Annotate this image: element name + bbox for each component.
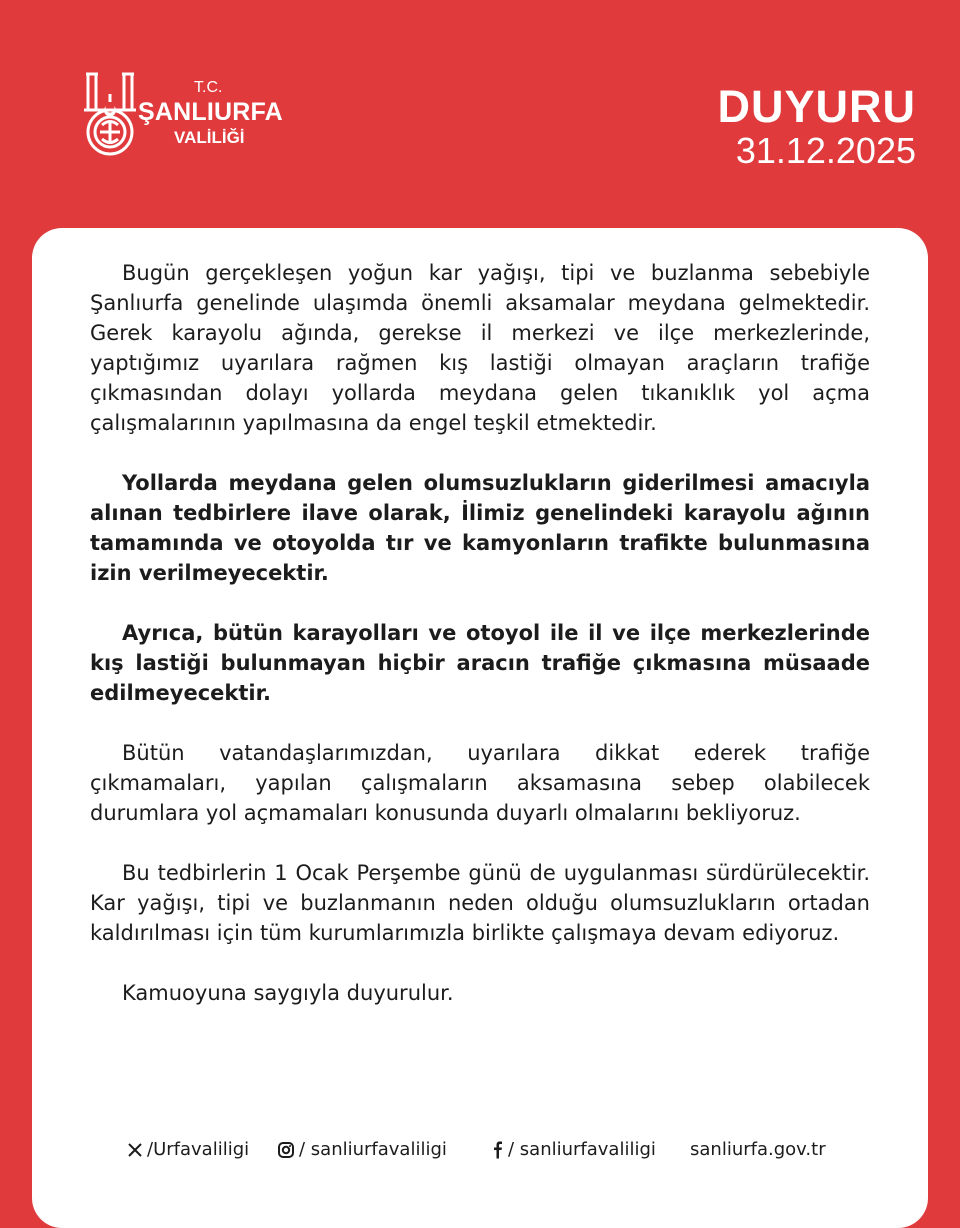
facebook-account-text: / sanliurfavaliligi [508, 1139, 656, 1160]
facebook-account-link[interactable] [492, 1139, 656, 1160]
x-logo-icon [127, 1142, 143, 1158]
instagram-account-text: / sanliurfavaliligi [299, 1139, 447, 1160]
logo-tc: T.C. [194, 79, 223, 96]
announcement-heading [717, 81, 916, 171]
website-link[interactable]: sanliurfa.gov.tr [690, 1139, 826, 1160]
header [0, 0, 960, 228]
valilik-emblem-icon [80, 70, 140, 156]
paragraph-5: Bu tedbirlerin 1 Ocak Perşembe günü de uygulanması sürdürülecektir. Kar yağışı, tipi ve buzlanmanın neden olduğu olumsuzlukların ortadan kaldırılması için tüm kurumlarımızla birlikte çalışmaya devam ediyoruz. [90, 861, 870, 945]
paragraph-1: Bugün gerçekleşen yoğun kar yağışı, tipi ve buzlanma sebebiyle Şanlıurfa genelinde ulaşımda önemli aksamalar meydana gelmektedir. Gerek karayolu ağında, gerekse il merkezi ve ilçe merkezlerinde, yaptığımız uyarılara rağmen kış lastiği olmayan araçların trafiğe çıkmasından dolayı yollarda meydana gelen tıkanıklık yol açma çalışmalarının yapılmasına da engel teşkil etmektedir. [90, 261, 870, 435]
paragraph-4: Bütün vatandaşlarımızdan, uyarılara dikkat ederek trafiğe çıkmamaları, yapılan çalışmaların aksamasına sebep olabilecek durumlara yol açmamaları konusunda duyarlı olmalarını bekliyoruz. [90, 741, 870, 825]
facebook-icon [492, 1141, 504, 1159]
announcement-label: DUYURU [717, 81, 916, 132]
announcement-card [32, 228, 928, 1228]
logo-text [138, 80, 283, 146]
paragraph-3: Ayrıca, bütün karayolları ve otoyol ile il ve ilçe merkezlerinde kış lastiği bulunmayan hiçbir aracın trafiğe çıkmasına müsaade edilmeyecektir. [90, 621, 870, 705]
paragraph-2: Yollarda meydana gelen olumsuzlukların giderilmesi amacıyla alınan tedbirlere ilave olarak, İlimiz genelindeki karayolu ağının tamamında ve otoyolda tır ve kamyonların trafikte bulunmasına izin verilmeyecektir. [90, 471, 870, 585]
x-account-text: /Urfavaliligi [147, 1139, 250, 1160]
instagram-account-link[interactable] [277, 1139, 447, 1160]
announcement-date: 31.12.2025 [735, 130, 916, 171]
x-account-link[interactable] [127, 1139, 249, 1160]
announcement-body [90, 258, 870, 1038]
logo-city: ŞANLIURFA [138, 98, 283, 126]
paragraph-6: Kamuoyuna saygıyla duyurulur. [122, 981, 454, 1005]
valilik-logo [80, 70, 283, 160]
logo-office: VALİLİĞİ [174, 128, 245, 147]
social-footer [32, 1136, 928, 1166]
instagram-icon [277, 1141, 295, 1159]
